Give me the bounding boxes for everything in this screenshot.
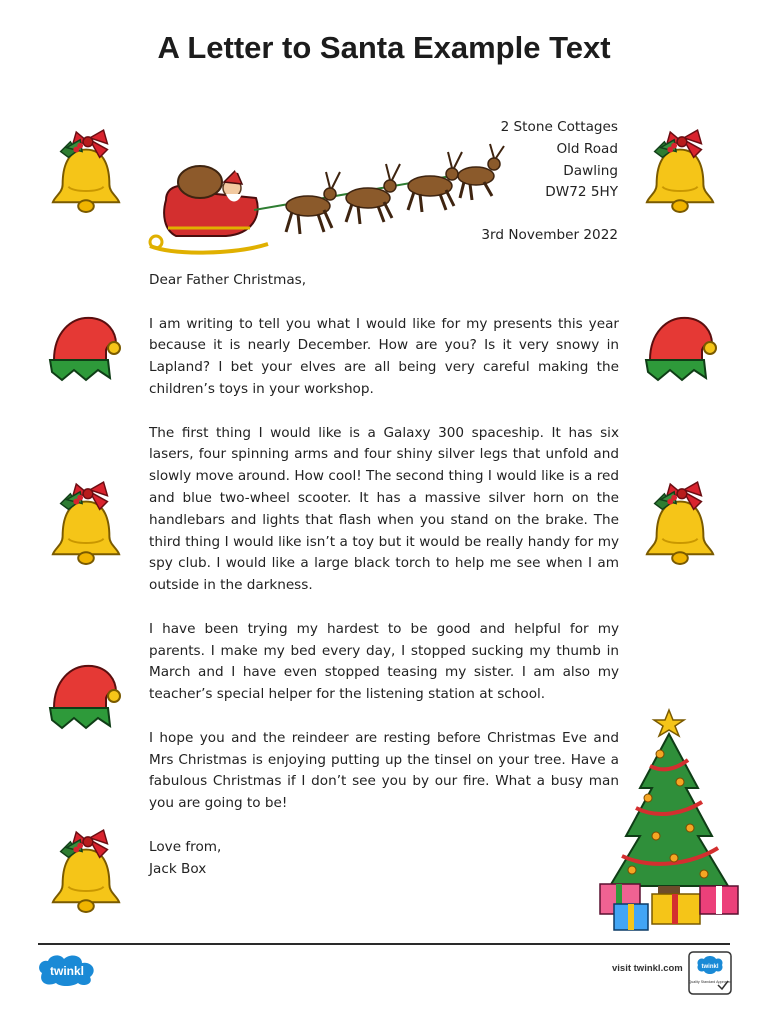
page-title: A Letter to Santa Example Text (157, 30, 611, 65)
letter-body (149, 270, 619, 880)
santa-sleigh-icon (146, 142, 506, 258)
logo-text: twinkl (49, 964, 85, 978)
badge-logo-text: twinkl (701, 964, 719, 970)
christmas-bell-icon (641, 480, 719, 568)
christmas-bell-icon (47, 828, 125, 916)
elf-hat-icon (642, 308, 722, 388)
address-postcode: DW72 5HY (545, 184, 618, 201)
quality-badge (688, 951, 732, 995)
twinkl-logo[interactable] (36, 953, 98, 987)
address-line: Dawling (563, 162, 618, 179)
address-line: Old Road (556, 140, 618, 157)
letter-paragraph: I hope you and the reindeer are resting before Christmas Eve and Mrs Christmas is enjoying putting up the tinsel on your tree. Have a fabulous Christmas if I don’t see you by our fire. What a busy man you are going to be! (149, 729, 619, 812)
closing-phrase: Love from, (149, 838, 222, 855)
closing (149, 837, 619, 881)
letter-paragraph: I have been trying my hardest to be good and helpful for my parents. I make my bed every day, I stopped sucking my thumb in March and I have even stopped teasing my sister. I am also my teacher’s special helper for the listening station at school. (149, 620, 619, 703)
visit-link[interactable]: visit twinkl.com (612, 963, 683, 974)
letter-paragraph: I am writing to tell you what I would like for my presents this year because it is nearly December. How are you? Is it very snowy in Lapland? I bet your elves are all being very careful making the children’s toys in your workshop. (149, 315, 619, 397)
elf-hat-icon (46, 308, 126, 388)
christmas-bell-icon (47, 128, 125, 216)
sender-address (501, 117, 618, 204)
christmas-bell-icon (641, 128, 719, 216)
letter-date: 3rd November 2022 (481, 227, 618, 243)
address-line: 2 Stone Cottages (500, 119, 618, 135)
letter-paragraph: The first thing I would like is a Galaxy 300 spaceship. It has six lasers, four spinning arms and four shiny silver legs that unfold and slowly move around. How cool! The second thing I would like is a red and blue two-wheel scooter. It has a massive silver horn on the handlebars and lights that flash when you stand on the brake. The third thing I would like isn’t a toy but it would be really handy for my spy club. I would like a large black torch to help me see when I am outside in the darkness. (149, 424, 619, 594)
christmas-bell-icon (47, 480, 125, 568)
badge-caption: Quality Standard Approved (688, 980, 732, 984)
footer-divider (38, 943, 730, 945)
elf-hat-icon (46, 656, 126, 736)
salutation: Dear Father Christmas, (149, 272, 307, 288)
signature: Jack Box (149, 860, 207, 877)
